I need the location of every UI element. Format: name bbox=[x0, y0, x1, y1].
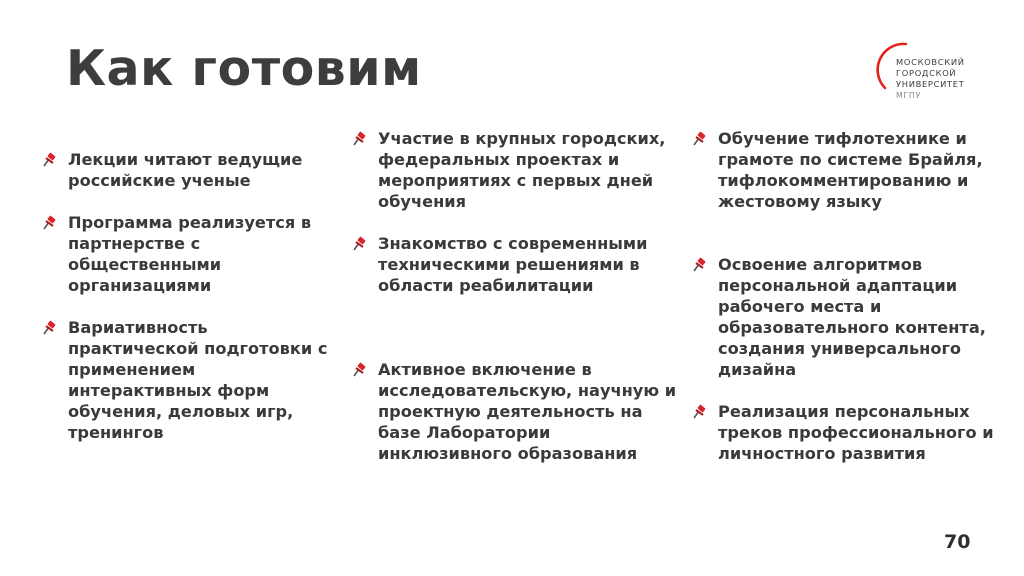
pushpin-icon bbox=[692, 404, 708, 420]
logo-line-1: МОСКОВСКИЙ bbox=[896, 57, 965, 67]
logo-line-3: УНИВЕРСИТЕТ bbox=[896, 79, 965, 89]
list-item bbox=[692, 401, 1008, 464]
list-item-text: Реализация персональных треков профессионального и личностного развития bbox=[718, 402, 994, 463]
list-item-text: Освоение алгоритмов персональной адаптации рабочего места и образовательного контента, создания универсального дизайна bbox=[718, 255, 986, 379]
list-item-text: Лекции читают ведущие российские ученые bbox=[68, 150, 303, 190]
list-item-text: Участие в крупных городских, федеральных проектах и мероприятиях с первых дней обучения bbox=[378, 129, 666, 211]
list-item bbox=[42, 317, 343, 443]
list-item-text: Знакомство с современными техническими решениями в области реабилитации bbox=[378, 234, 648, 295]
list-item bbox=[352, 359, 683, 464]
pushpin-icon bbox=[352, 131, 368, 147]
university-logo bbox=[876, 40, 986, 110]
pushpin-icon bbox=[42, 215, 58, 231]
slide-title: Как готовим bbox=[66, 40, 422, 97]
logo-line-2: ГОРОДСКОЙ bbox=[896, 68, 957, 78]
list-item-text: Программа реализуется в партнерстве с общественными организациями bbox=[68, 213, 312, 295]
pushpin-icon bbox=[352, 236, 368, 252]
list-item bbox=[692, 128, 1008, 212]
list-item bbox=[42, 212, 343, 296]
pushpin-icon bbox=[42, 152, 58, 168]
pushpin-icon bbox=[692, 257, 708, 273]
page-number: 70 bbox=[944, 531, 971, 553]
list-item-text: Обучение тифлотехнике и грамоте по системе Брайля, тифлокомментированию и жестовому языку bbox=[718, 129, 983, 211]
list-item bbox=[692, 254, 1008, 380]
pushpin-icon bbox=[692, 131, 708, 147]
pushpin-icon bbox=[352, 362, 368, 378]
logo-line-4: МГПУ bbox=[896, 91, 921, 100]
list-item bbox=[42, 149, 343, 191]
list-item bbox=[352, 233, 683, 296]
list-item-text: Вариативность практической подготовки с применением интерактивных форм обучения, деловых игр, тренингов bbox=[68, 318, 328, 442]
list-item-text: Активное включение в исследовательскую, научную и проектную деятельность на базе Лаборатории инклюзивного образования bbox=[378, 360, 677, 463]
list-item bbox=[352, 128, 683, 212]
pushpin-icon bbox=[42, 320, 58, 336]
